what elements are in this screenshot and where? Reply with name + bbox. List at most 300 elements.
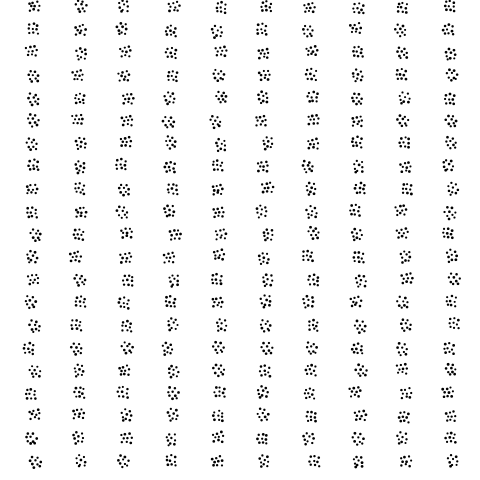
dot <box>74 229 77 232</box>
dot <box>84 58 86 60</box>
dot <box>264 124 267 127</box>
dot <box>126 464 128 466</box>
dot <box>453 420 455 422</box>
dot <box>121 324 123 326</box>
dot <box>448 261 450 263</box>
dot <box>125 51 128 54</box>
dot <box>448 210 451 213</box>
dot <box>456 323 458 325</box>
dot <box>257 23 260 26</box>
dot <box>315 346 318 349</box>
dot <box>165 162 168 165</box>
dot <box>30 191 32 193</box>
dot <box>32 189 34 191</box>
dot <box>256 438 259 441</box>
dot <box>314 227 317 230</box>
dot <box>353 458 355 460</box>
dot <box>401 261 404 264</box>
dot <box>364 325 367 328</box>
dot <box>259 116 262 119</box>
dot <box>219 254 221 256</box>
dot <box>352 235 354 237</box>
dot <box>174 57 176 59</box>
dot <box>223 388 226 391</box>
dot <box>82 370 85 373</box>
dot <box>267 187 270 190</box>
dot <box>444 437 447 440</box>
dot <box>75 163 78 166</box>
dot <box>212 367 215 370</box>
dot <box>308 320 310 322</box>
dot <box>171 92 174 95</box>
dot <box>362 365 364 367</box>
dot <box>262 252 264 254</box>
dot <box>121 441 123 443</box>
dot <box>355 68 357 70</box>
dot <box>28 323 31 326</box>
dot <box>405 253 407 255</box>
dot <box>123 373 126 376</box>
dot <box>26 303 28 305</box>
dot <box>164 124 167 127</box>
dot <box>32 74 34 76</box>
dot <box>214 120 216 122</box>
dot <box>125 234 128 237</box>
dot <box>449 249 451 251</box>
dot <box>311 29 313 31</box>
dot <box>33 442 36 445</box>
dot <box>357 395 360 398</box>
dot <box>306 250 309 253</box>
dot <box>258 49 261 52</box>
dot <box>311 442 313 444</box>
dot <box>124 54 126 56</box>
dot <box>307 3 310 6</box>
dot <box>34 416 36 418</box>
dot <box>75 167 78 170</box>
dot <box>29 46 32 49</box>
dot <box>219 455 221 457</box>
dot <box>360 137 363 140</box>
dot <box>311 100 314 103</box>
dot <box>224 149 227 152</box>
dot <box>36 463 38 465</box>
dot <box>399 35 401 37</box>
dot <box>352 100 355 103</box>
dot <box>79 305 81 307</box>
dot <box>398 142 401 145</box>
dot <box>307 279 309 281</box>
dot <box>258 393 260 395</box>
dot <box>442 232 444 234</box>
dot <box>267 320 269 322</box>
dot <box>397 78 399 80</box>
dot <box>83 283 85 285</box>
dot <box>446 206 449 209</box>
dot <box>309 190 312 193</box>
dot <box>222 373 225 376</box>
dot <box>120 31 122 33</box>
dot <box>219 184 222 187</box>
dot <box>175 80 178 83</box>
dot <box>264 285 266 287</box>
dot <box>406 183 408 185</box>
dot <box>399 420 402 423</box>
dot <box>446 215 448 217</box>
dot <box>127 307 130 310</box>
dot <box>358 93 361 96</box>
dot <box>30 319 32 321</box>
dot <box>405 56 408 59</box>
dot <box>169 147 172 150</box>
dot <box>217 50 219 52</box>
dot <box>170 123 173 126</box>
dot <box>408 465 411 468</box>
dot <box>404 363 407 366</box>
dot <box>79 101 81 103</box>
dot <box>445 94 448 97</box>
dot <box>32 31 34 33</box>
dot <box>307 78 309 80</box>
dot <box>77 160 79 162</box>
dot <box>38 412 40 414</box>
dot <box>27 275 29 277</box>
dot <box>358 11 361 14</box>
dot <box>453 216 455 218</box>
dot <box>405 170 407 172</box>
dot <box>174 305 176 307</box>
dot <box>217 345 219 347</box>
dot <box>454 433 456 435</box>
dot <box>452 137 454 139</box>
dot <box>360 51 363 54</box>
dot <box>404 70 407 73</box>
dot <box>218 395 220 397</box>
dot <box>445 8 448 11</box>
dot <box>262 463 264 465</box>
dot <box>260 213 262 215</box>
dot <box>70 346 73 349</box>
dot <box>71 319 73 321</box>
dot <box>122 321 125 324</box>
dot <box>213 418 216 421</box>
dot <box>358 410 360 412</box>
dot <box>396 346 399 349</box>
dot <box>216 234 218 236</box>
dot <box>310 234 312 236</box>
dot <box>312 324 314 326</box>
dot <box>262 276 264 278</box>
dot <box>453 94 456 97</box>
dot <box>397 236 400 239</box>
dot <box>214 436 216 438</box>
dot <box>38 330 40 332</box>
dot-cluster <box>306 411 317 423</box>
dot <box>128 275 130 277</box>
dot <box>399 412 401 414</box>
dot <box>259 259 261 261</box>
dot <box>361 161 363 163</box>
dot <box>396 73 398 75</box>
dot <box>221 207 223 209</box>
dot <box>73 350 75 352</box>
dot <box>25 300 27 302</box>
dot <box>172 183 175 186</box>
dot <box>85 211 88 214</box>
dot <box>402 25 405 28</box>
dot <box>25 436 28 439</box>
dot <box>261 394 264 397</box>
dot <box>363 192 365 194</box>
dot <box>219 47 221 49</box>
dot <box>312 237 315 240</box>
dot <box>170 285 173 288</box>
dot <box>84 464 86 466</box>
dot <box>255 124 257 126</box>
dot <box>356 352 358 354</box>
dot <box>443 395 446 398</box>
dot <box>408 455 410 457</box>
dot <box>32 410 34 412</box>
dot <box>217 329 219 331</box>
dot <box>224 144 226 146</box>
dot <box>167 135 169 137</box>
dot <box>171 348 173 350</box>
dot <box>220 327 223 330</box>
dot <box>353 440 356 443</box>
dot <box>265 210 267 212</box>
dot <box>361 352 363 354</box>
dot <box>116 209 119 212</box>
dot <box>168 329 171 332</box>
dot <box>316 122 318 124</box>
dot <box>32 296 34 298</box>
dot <box>177 229 179 231</box>
dot <box>353 120 356 123</box>
dot <box>261 9 264 12</box>
dot <box>306 69 308 71</box>
dot <box>28 160 31 163</box>
dot <box>36 1 38 3</box>
dot <box>222 98 225 101</box>
dot <box>164 211 166 213</box>
dot <box>448 5 450 7</box>
dot <box>357 285 359 287</box>
dot <box>360 9 363 12</box>
dot <box>269 324 272 327</box>
dot <box>444 118 447 121</box>
dot <box>452 115 454 117</box>
dot <box>261 302 263 304</box>
dot <box>171 391 173 393</box>
dot <box>260 465 263 468</box>
dot <box>213 36 216 39</box>
dot <box>168 79 170 81</box>
dot <box>262 412 264 414</box>
dot <box>304 392 306 394</box>
dot <box>410 184 413 187</box>
dot <box>129 261 131 263</box>
dot <box>310 463 312 465</box>
dot <box>75 457 77 459</box>
dot <box>451 348 453 350</box>
dot <box>78 169 80 171</box>
dot <box>362 437 365 440</box>
dot <box>35 209 37 211</box>
dot <box>118 2 120 4</box>
dot <box>455 455 458 458</box>
dot <box>165 300 167 302</box>
dot <box>120 305 122 307</box>
dot <box>214 212 217 215</box>
dot <box>131 437 133 439</box>
dot <box>453 1 456 4</box>
dot <box>265 442 267 444</box>
dot <box>215 394 218 397</box>
dot <box>268 367 270 369</box>
dot <box>359 368 362 371</box>
dot <box>28 299 31 302</box>
dot <box>402 166 404 168</box>
dot <box>451 371 454 374</box>
dot <box>404 34 406 36</box>
dot <box>79 182 81 184</box>
dot <box>309 25 311 27</box>
dot <box>353 239 356 242</box>
dot <box>356 191 359 194</box>
dot <box>310 411 313 414</box>
dot <box>354 466 357 469</box>
dot <box>174 439 176 441</box>
dot <box>448 48 451 51</box>
dot <box>310 455 313 458</box>
dot <box>126 345 128 347</box>
dot <box>446 441 448 443</box>
dot <box>314 365 316 367</box>
dot <box>307 304 310 307</box>
dot <box>77 284 80 287</box>
dot <box>174 237 176 239</box>
dot <box>131 276 133 278</box>
dot <box>217 2 219 4</box>
dot <box>406 3 408 5</box>
dot <box>265 92 267 94</box>
dot <box>79 69 82 72</box>
dot <box>310 186 313 189</box>
dot <box>37 282 39 284</box>
dot <box>123 206 125 208</box>
dot <box>446 232 449 235</box>
dot <box>172 121 175 124</box>
dot <box>76 191 78 193</box>
dot <box>400 441 403 444</box>
dot <box>309 119 311 121</box>
dot <box>213 216 216 219</box>
dot <box>80 211 83 214</box>
dot <box>447 416 449 418</box>
dot <box>264 459 266 461</box>
dot <box>213 461 216 464</box>
dot <box>358 2 360 4</box>
dot <box>221 258 224 261</box>
dot <box>360 48 363 51</box>
dot <box>352 76 354 78</box>
dot <box>220 275 222 277</box>
dot <box>448 391 451 394</box>
dot <box>361 461 364 464</box>
dot <box>80 459 83 462</box>
dot <box>224 4 226 6</box>
dot <box>132 97 135 100</box>
dot <box>404 96 406 98</box>
dot <box>81 374 83 376</box>
dot-cluster <box>444 0 455 12</box>
dot <box>37 33 39 35</box>
dot <box>313 455 315 457</box>
dot <box>73 417 75 419</box>
dot <box>118 214 120 216</box>
dot <box>317 284 319 286</box>
dot <box>351 305 354 308</box>
dot <box>212 464 215 467</box>
dot <box>215 386 218 389</box>
dot <box>82 437 84 439</box>
dot <box>29 78 31 80</box>
dot <box>263 53 265 55</box>
dot-cluster <box>398 411 410 423</box>
dot <box>308 275 311 278</box>
dot <box>171 252 173 254</box>
dot <box>359 324 361 326</box>
dot <box>442 161 445 164</box>
dot <box>402 192 404 194</box>
dot <box>358 120 361 123</box>
dot <box>398 55 401 58</box>
dot <box>401 257 403 259</box>
dot <box>123 120 125 122</box>
dot <box>310 46 313 49</box>
dot <box>78 395 81 398</box>
dot <box>354 80 356 82</box>
dot <box>446 388 449 391</box>
dot <box>215 364 218 367</box>
dot <box>313 397 315 399</box>
dot <box>216 7 219 10</box>
dot <box>315 70 317 72</box>
dot <box>314 420 317 423</box>
dot <box>75 102 78 105</box>
dot <box>121 217 123 219</box>
dot <box>451 236 454 239</box>
dot <box>400 457 402 459</box>
dot <box>131 280 134 283</box>
dot <box>359 283 361 285</box>
dot <box>128 432 131 435</box>
dot <box>362 261 364 263</box>
dot <box>455 120 458 123</box>
dot <box>359 32 361 34</box>
dot <box>258 57 261 60</box>
dot <box>80 114 82 116</box>
dot <box>31 141 33 143</box>
dot <box>354 171 357 174</box>
dot <box>74 187 76 189</box>
dot <box>120 184 122 186</box>
dot <box>268 349 271 352</box>
dot <box>410 193 413 196</box>
dot <box>216 79 219 82</box>
dot <box>260 385 263 388</box>
